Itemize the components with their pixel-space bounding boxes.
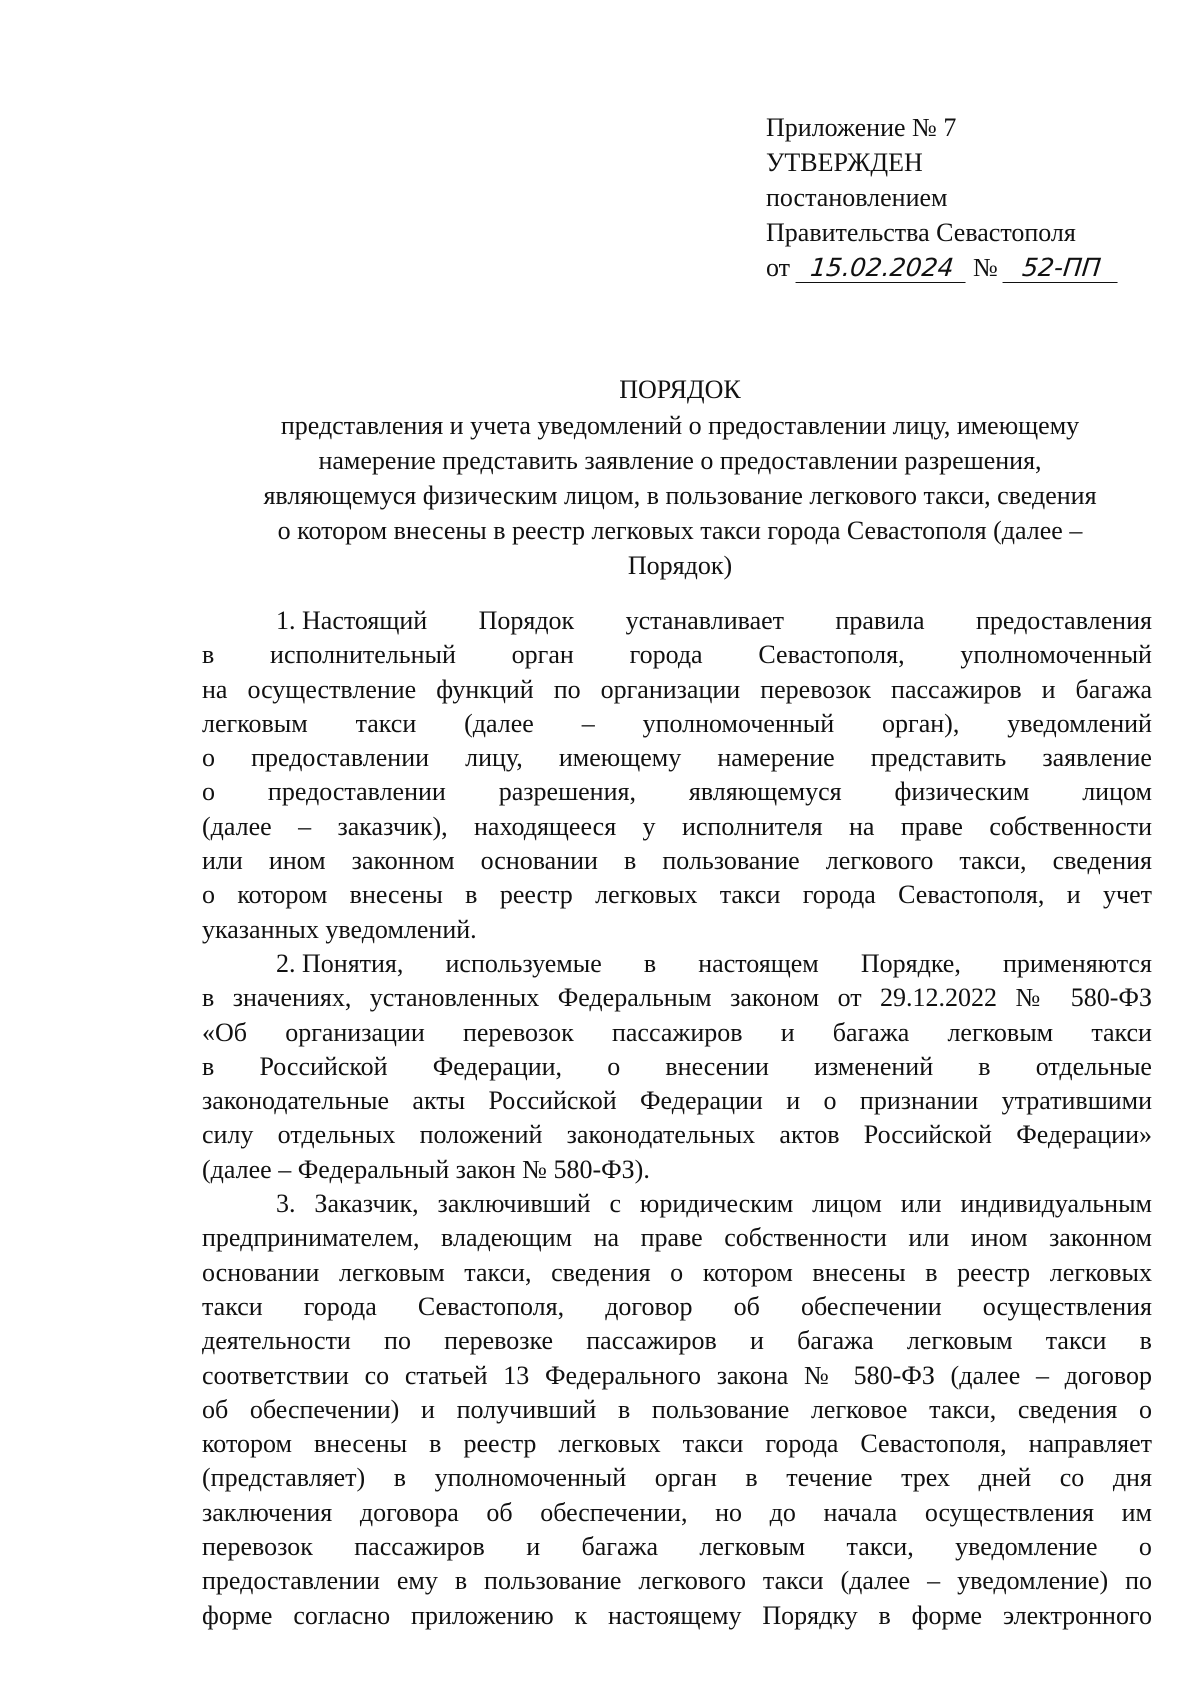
subtitle-line: Порядок) [627,551,733,580]
body-word: пассажиров [611,1017,743,1047]
date-prefix: от [766,253,791,282]
body-word: исполнительный [270,640,456,670]
body-word: 2. Понятия, [276,948,404,978]
body-word: используемые [445,948,602,978]
body-text: основании легковым такси, сведения о котором внесены в реестр легковых [202,1257,1152,1287]
body-text: указанных уведомлений. [202,914,477,944]
body-text: о котором внесены в реестр легковых такси города Севастополя, и учет [202,880,1152,910]
body-text: 3. Заказчик, заключивший с юридическим лицом или индивидуальным [276,1189,1152,1219]
body-line [202,1118,1152,1152]
body-line [202,775,1152,809]
body-line [202,1187,1152,1221]
body-text: об обеспечении) и получивший в пользование легковое такси, сведения о [202,1394,1152,1424]
title-subtitle [205,408,1155,583]
body-line [202,1530,1152,1564]
body-word: такси [355,708,417,738]
body-word: течение [786,1463,873,1493]
body-word: в [202,640,215,670]
body-line [202,844,1152,878]
handwritten-number: 52-ПП [1003,254,1121,283]
body-word: орган [511,640,574,670]
body-word: «Об [202,1017,248,1047]
body-word: заявление [1042,743,1152,773]
body-line [202,913,1152,947]
body-line [202,1564,1152,1598]
body-line [202,878,1152,912]
body-text: силу отдельных положений законодательных актов Российской Федерации» [202,1120,1152,1150]
body-line [202,1153,1152,1187]
body-line [202,981,1152,1015]
body-word: в [978,1051,991,1081]
body-word: перевозок [462,1017,574,1047]
subtitle-line: о котором внесены в реестр легковых такси города Севастополя (далее – [277,516,1083,545]
government-label: Правительства Севастополя [766,218,1076,247]
body-line [202,741,1152,775]
body-word: в [745,1463,758,1493]
body-word: трех [901,1463,950,1493]
body-word: в [393,1463,407,1493]
body-word: отдельные [1035,1051,1152,1081]
body-word: осуществления [982,1291,1152,1321]
body-word: и [750,1326,764,1356]
body-word: внесении [665,1051,769,1081]
body-text: законодательные акты Российской Федерации и о признании утратившими [202,1086,1152,1116]
body-word: представить [870,743,1007,773]
body-word: города [303,1291,377,1321]
body-text: на осуществление функций по организации перевозок пассажиров и багажа [202,674,1152,704]
body-word: уведомление [955,1532,1098,1562]
body-word: и [526,1532,541,1562]
body-text: в значениях, установленных Федеральным законом от 29.12.2022 № 580-ФЗ [202,983,1152,1013]
body-word: в [1139,1326,1152,1356]
body-word: Порядке, [860,948,961,978]
body-word: легковым [906,1326,1013,1356]
title-heading: ПОРЯДОК [619,375,741,404]
body-word: легковым [699,1532,806,1562]
subtitle-line: намерение представить заявление о предоставлении разрешения, [318,446,1042,475]
body-word: являющемуся [688,777,842,807]
body-word: Порядок [478,606,575,635]
body-word: правила [835,606,925,635]
body-word: пассажиров [586,1326,717,1356]
body-word: физическим [894,777,1030,807]
body-line [202,1084,1152,1118]
body-word: деятельности [202,1326,351,1356]
body-word: орган [654,1463,717,1493]
body-word: организации [285,1017,425,1047]
body-word: настоящем [698,948,819,978]
approval-stamp [766,110,1119,285]
body-word: орган), [882,708,960,738]
body-word: перевозке [444,1326,554,1356]
body-word: пассажиров [354,1532,485,1562]
body-line [202,707,1152,741]
body-word: предоставлении [251,743,430,773]
body-word: об [733,1291,760,1321]
body-line [202,1256,1152,1290]
body-word: Севастополя, [758,640,905,670]
body-word: Федерации, [432,1051,563,1081]
body-word: города [629,640,703,670]
handwritten-date: 15.02.2024 [795,254,968,283]
body-word: такси [1091,1017,1152,1047]
body-line [202,1359,1152,1393]
body-text: (далее – Федеральный закон № 580-ФЗ). [202,1154,650,1184]
resolution-date-line [766,250,1119,285]
body-word: в [643,948,657,978]
body-word: о [607,1051,621,1081]
document-title [205,372,1155,583]
body-word: имеющему [558,743,682,773]
body-line [202,1050,1152,1084]
body-word: багажа [581,1532,659,1562]
body-word: лицу, [465,743,523,773]
body-line [202,1393,1152,1427]
body-word: дней [978,1463,1032,1493]
body-word: уполномоченный [960,640,1152,670]
body-word: лицом [1082,777,1152,807]
body-line [202,604,1152,638]
body-word: Российской [259,1051,388,1081]
body-line [202,638,1152,672]
body-word: устанавливает [625,606,785,635]
body-text: или ином законном основании в пользование легкового такси, сведения [202,846,1152,876]
body-word: Севастополя, [417,1291,565,1321]
body-word: договор [605,1291,693,1321]
body-word: легковым [947,1017,1054,1047]
body-word: перевозок [202,1532,313,1562]
body-word: (представляет) [202,1463,366,1493]
body-line [202,1427,1152,1461]
body-word: и [780,1017,795,1047]
body-line [202,1461,1152,1495]
body-word: уведомлений [1007,708,1152,738]
body-line [202,1599,1152,1633]
body-word: уполномоченный [434,1463,627,1493]
body-word: о [202,777,215,807]
body-word: о [202,743,215,773]
subtitle-line: являющемуся физическим лицом, в пользование легкового такси, сведения [263,481,1097,510]
body-line [202,1496,1152,1530]
body-text: котором внесены в реестр легковых такси города Севастополя, направляет [202,1429,1152,1459]
body-word: багажа [832,1017,910,1047]
body-word: изменений [814,1051,934,1081]
approved-label: УТВЕРЖДЕН [766,148,923,177]
body-word: 1. Настоящий [276,606,428,635]
body-word: дня [1112,1463,1152,1493]
body-line [202,1290,1152,1324]
body-line [202,1016,1152,1050]
body-line [202,810,1152,844]
body-word: предоставления [975,606,1152,635]
body-word: такси, [846,1532,914,1562]
body-text: (далее – заказчик), находящееся у исполнителя на праве собственности [202,811,1152,841]
body-line [202,673,1152,707]
number-prefix: № [973,253,998,282]
body-word: (далее [464,708,534,738]
body-text: предпринимателем, владеющим на праве собственности или ином законном [202,1223,1152,1253]
body-word: применяются [1002,948,1152,978]
body-line [202,1324,1152,1358]
body-word: по [384,1326,411,1356]
body-word: такси [202,1291,263,1321]
subtitle-line: представления и учета уведомлений о предоставлении лицу, имеющему [280,411,1080,440]
body-line [202,1221,1152,1255]
body-word: такси [1045,1326,1107,1356]
body-word: – [581,708,595,738]
body-text: заключения договора об обеспечении, но до начала осуществления им [202,1497,1152,1527]
body-text: форме согласно приложению к настоящему Порядку в форме электронного [202,1600,1152,1630]
body-word: багажа [797,1326,874,1356]
body-text: соответствии со статьей 13 Федерального закона № 580-ФЗ (далее – договор [202,1360,1152,1390]
document-body [202,604,1152,1633]
body-word: предоставлении [267,777,446,807]
body-word: обеспечении [800,1291,942,1321]
body-word: со [1059,1463,1085,1493]
body-word: разрешения, [498,777,636,807]
body-word: намерение [717,743,835,773]
body-word: о [1138,1532,1152,1562]
body-word: уполномоченный [642,708,835,738]
body-text: предоставлении ему в пользование легкового такси (далее – уведомление) по [202,1566,1152,1596]
body-word: легковым [202,708,308,738]
body-line [202,947,1152,981]
appendix-label: Приложение № 7 [766,113,957,142]
body-word: в [202,1051,215,1081]
resolution-label: постановлением [766,183,948,212]
